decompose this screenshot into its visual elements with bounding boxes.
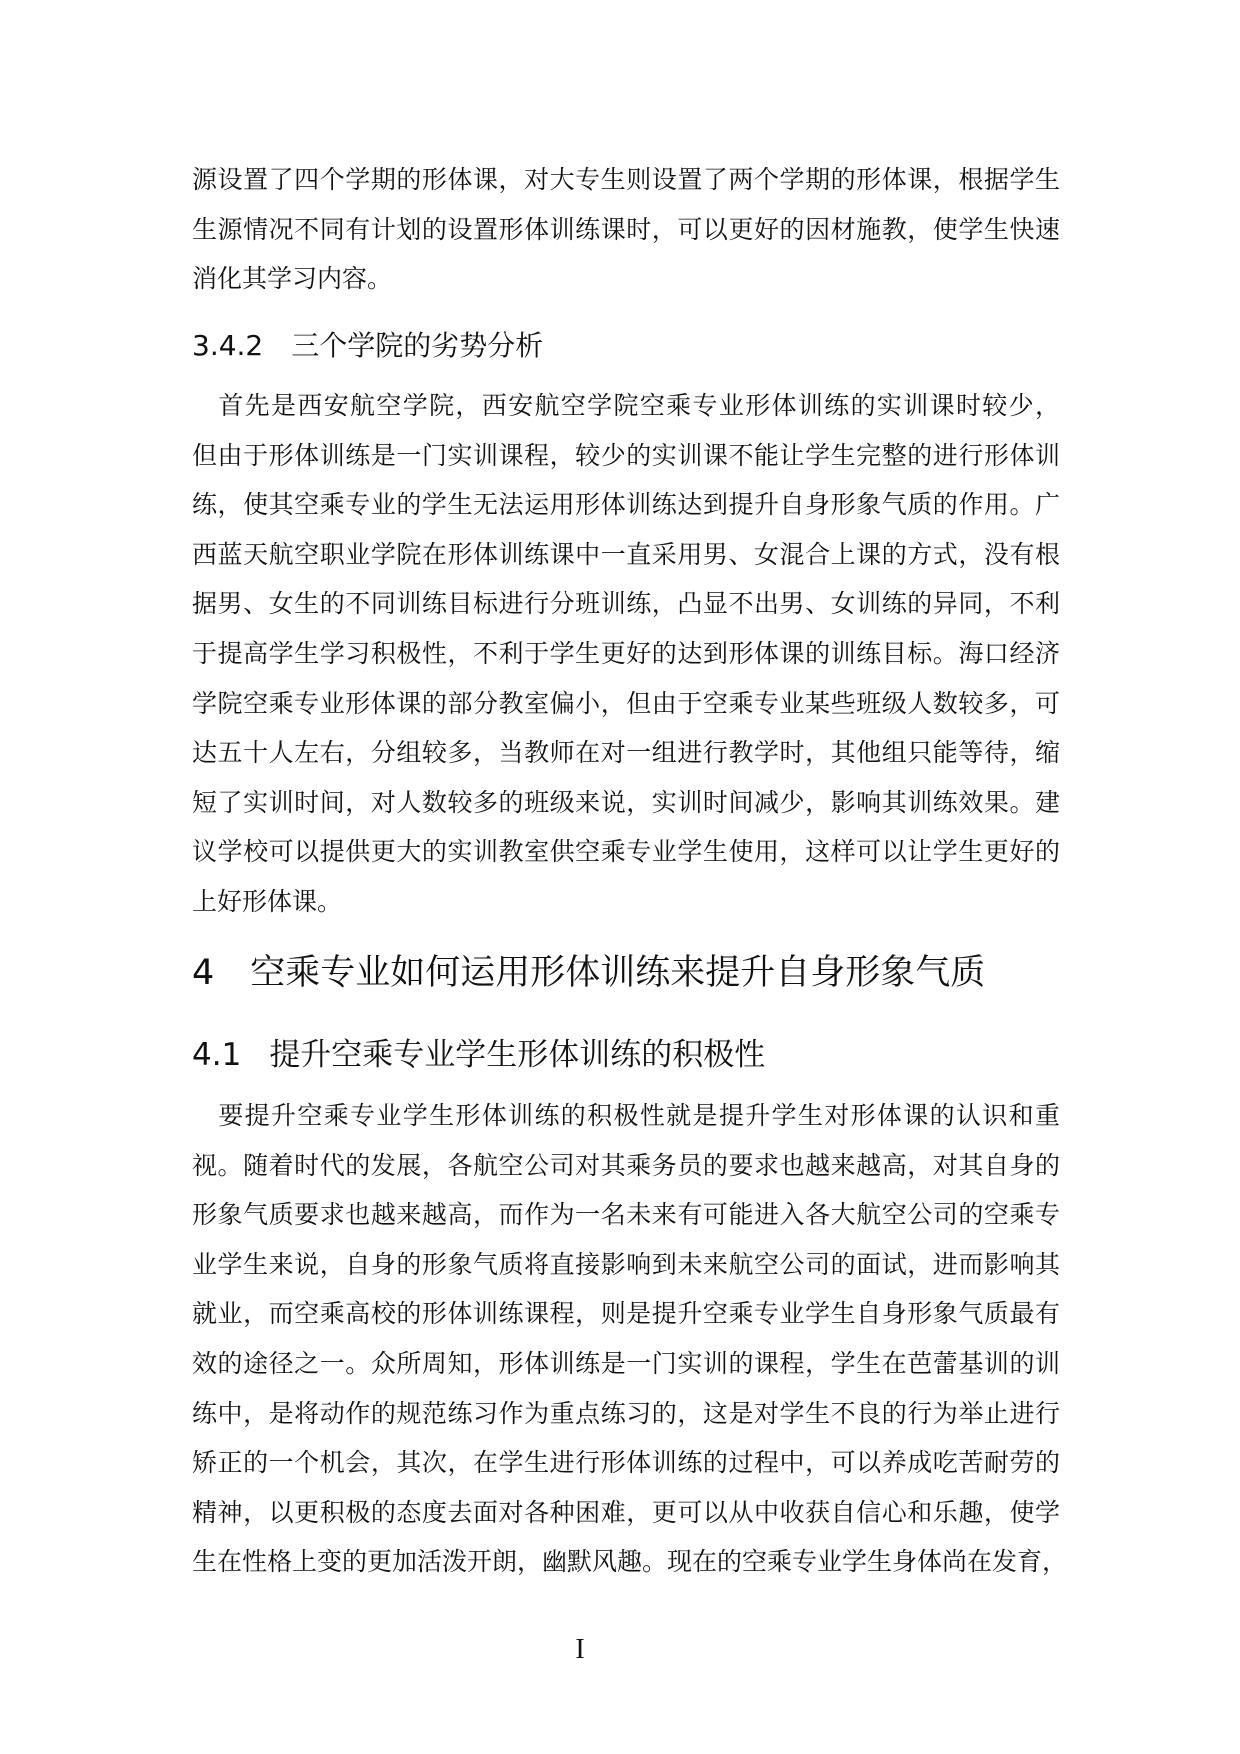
heading-number: 4 xyxy=(192,953,215,993)
paragraph-line: 练中，是将动作的规范练习作为重点练习的，这是对学生不良的行为举止进行 xyxy=(192,1398,1060,1428)
paragraph-line: 据男、女生的不同训练目标进行分班训练，凸显不出男、女训练的异同，不利 xyxy=(192,589,1060,619)
paragraph-line: 学院空乘专业形体课的部分教室偏小，但由于空乘专业某些班级人数较多，可 xyxy=(192,688,1060,718)
paragraph-line: 议学校可以提供更大的实训教室供空乘专业学生使用，这样可以让学生更好的 xyxy=(192,837,1060,867)
paragraph-line: 于提高学生学习积极性，不利于学生更好的达到形体课的训练目标。海口经济 xyxy=(192,639,1060,668)
paragraph-line: 首先是西安航空学院，西安航空学院空乘专业形体训练的实训课时较少， xyxy=(192,391,1060,420)
paragraph-line: 源设置了四个学期的形体课，对大专生则设置了两个学期的形体课，根据学生 xyxy=(192,165,1060,194)
paragraph-line: 西蓝天航空职业学院在形体训练课中一直采用男、女混合上课的方式，没有根 xyxy=(192,539,1060,569)
paragraph-line: 视。随着时代的发展，各航空公司对其乘务员的要求也越来越高，对其自身的 xyxy=(192,1150,1060,1180)
paragraph-line: 短了实训时间，对人数较多的班级来说，实训时间减少，影响其训练效果。建 xyxy=(192,787,1060,817)
paragraph-line: 达五十人左右，分组较多，当教师在对一组进行教学时，其他组只能等待，缩 xyxy=(192,738,1060,768)
paragraph-line: 生源情况不同有计划的设置形体训练课时，可以更好的因材施教，使学生快速 xyxy=(192,214,1060,244)
section-heading-4-1 xyxy=(192,1029,765,1074)
heading-title: 空乘专业如何运用形体训练来提升自身形象气质 xyxy=(250,953,986,993)
paragraph-line: 生在性格上变的更加活泼开朗，幽默风趣。现在的空乘专业学生身体尚在发育， xyxy=(192,1547,1068,1577)
paragraph-line: 矫正的一个机会，其次，在学生进行形体训练的过程中，可以养成吃苦耐劳的 xyxy=(192,1448,1060,1478)
paragraph-line: 就业，而空乘高校的形体训练课程，则是提升空乘专业学生自身形象气质最有 xyxy=(192,1299,1060,1329)
paragraph-line: 形象气质要求也越来越高，而作为一名未来有可能进入各大航空公司的空乘专 xyxy=(192,1200,1060,1230)
paragraph-line: 但由于形体训练是一门实训课程，较少的实训课不能让学生完整的进行形体训 xyxy=(192,440,1060,470)
section-heading-3-4-2 xyxy=(192,324,543,364)
paragraph-line: 上好形体课。 xyxy=(192,887,343,916)
paragraph-line: 效的途径之一。众所周知，形体训练是一门实训的课程，学生在芭蕾基训的训 xyxy=(192,1349,1060,1378)
paragraph-line: 要提升空乘专业学生形体训练的积极性就是提升学生对形体课的认识和重 xyxy=(192,1101,1060,1130)
heading-number: 3.4.2 xyxy=(192,329,264,362)
page-number: I xyxy=(575,1634,585,1665)
paragraph-line: 消化其学习内容。 xyxy=(192,264,393,293)
chapter-heading-4 xyxy=(192,945,985,995)
heading-title: 提升空乘专业学生形体训练的积极性 xyxy=(269,1037,766,1073)
heading-number: 4.1 xyxy=(192,1037,242,1073)
paragraph-line: 业学生来说，自身的形象气质将直接影响到未来航空公司的面试，进而影响其 xyxy=(192,1249,1060,1279)
paragraph-line: 精神，以更积极的态度去面对各种困难，更可以从中收获自信心和乐趣，使学 xyxy=(192,1497,1060,1527)
paragraph-line: 练，使其空乘专业的学生无法运用形体训练达到提升自身形象气质的作用。广 xyxy=(192,490,1060,520)
heading-title: 三个学院的劣势分析 xyxy=(291,329,544,362)
